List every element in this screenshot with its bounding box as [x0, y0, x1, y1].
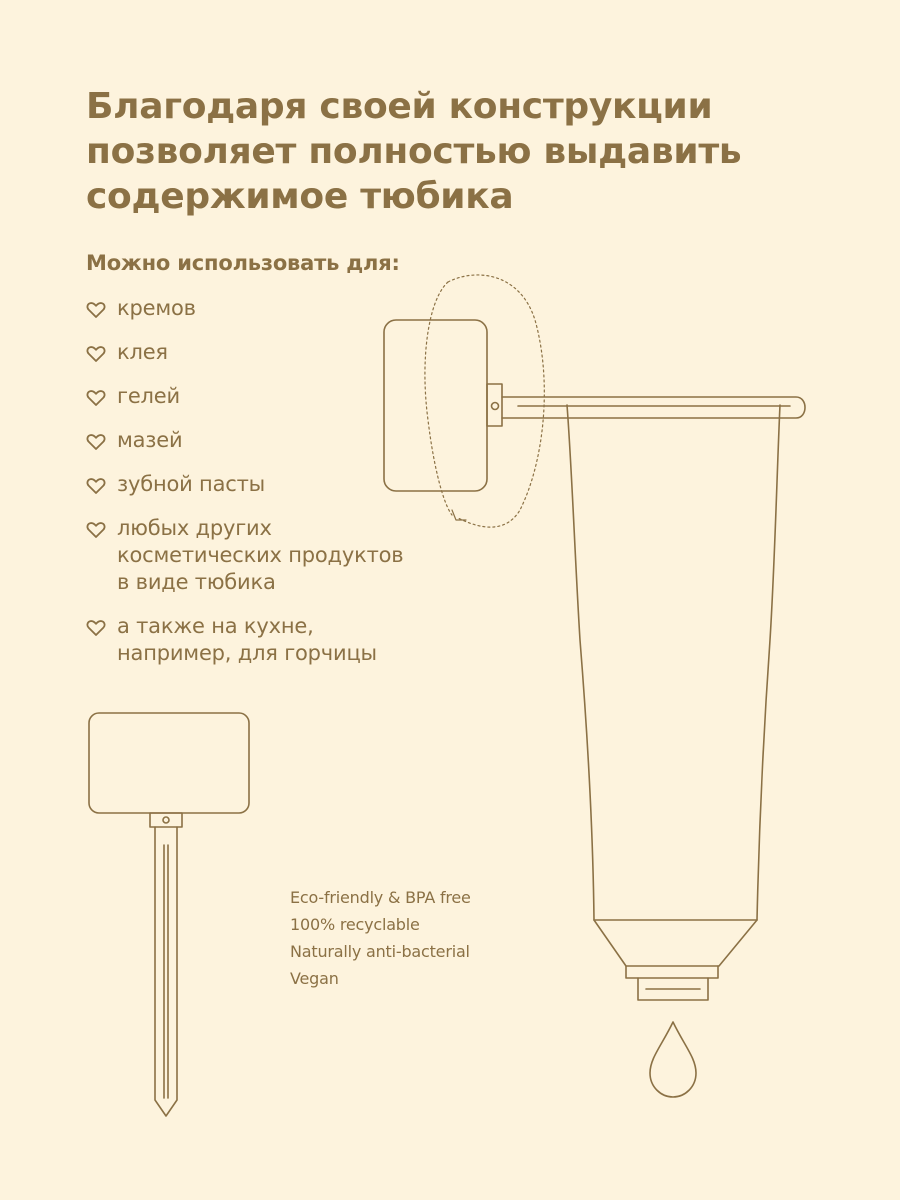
squeezer-hub [487, 384, 502, 426]
key-rod [155, 827, 177, 1116]
squeezer-pin [492, 403, 499, 410]
tube-cap [638, 978, 708, 1000]
tube-shoulder [594, 920, 757, 966]
list-item-label: кремов [117, 296, 196, 320]
tube-neck [626, 966, 718, 978]
headline-line: Благодаря своей конструкции [86, 86, 713, 127]
key-slot [164, 845, 168, 1098]
list-item-label: например, для горчицы [117, 641, 377, 665]
tube-illustration [567, 405, 780, 1000]
tube-body [567, 405, 780, 920]
drop-icon [650, 1022, 696, 1097]
feature-item: Eco-friendly & BPA free [290, 888, 471, 907]
key-hub [150, 813, 182, 827]
uses-title: Можно использовать для: [86, 251, 400, 275]
list-item-label: а также на кухне, [117, 614, 314, 638]
list-item-label: мазей [117, 428, 183, 452]
tube-squeezer-key [384, 320, 805, 491]
headline-line: позволяет полностью выдавить [86, 131, 742, 172]
list-item-label: зубной пасты [117, 472, 266, 496]
rotation-arrow-icon [425, 275, 544, 527]
list-item-label: косметических продуктов [117, 543, 404, 567]
feature-item: Vegan [290, 969, 339, 988]
list-item-label: в виде тюбика [117, 570, 276, 594]
list-item-label: гелей [117, 384, 180, 408]
key-pin [163, 817, 169, 823]
feature-item: 100% recyclable [290, 915, 420, 934]
key-handle [89, 713, 249, 813]
list-item-label: клея [117, 340, 168, 364]
squeezer-rod [502, 397, 805, 418]
standalone-squeezer-key [89, 713, 249, 1116]
squeezer-handle [384, 320, 487, 491]
headline-line: содержимое тюбика [86, 176, 514, 217]
feature-item: Naturally anti-bacterial [290, 942, 470, 961]
list-item-label: любых других [117, 516, 272, 540]
